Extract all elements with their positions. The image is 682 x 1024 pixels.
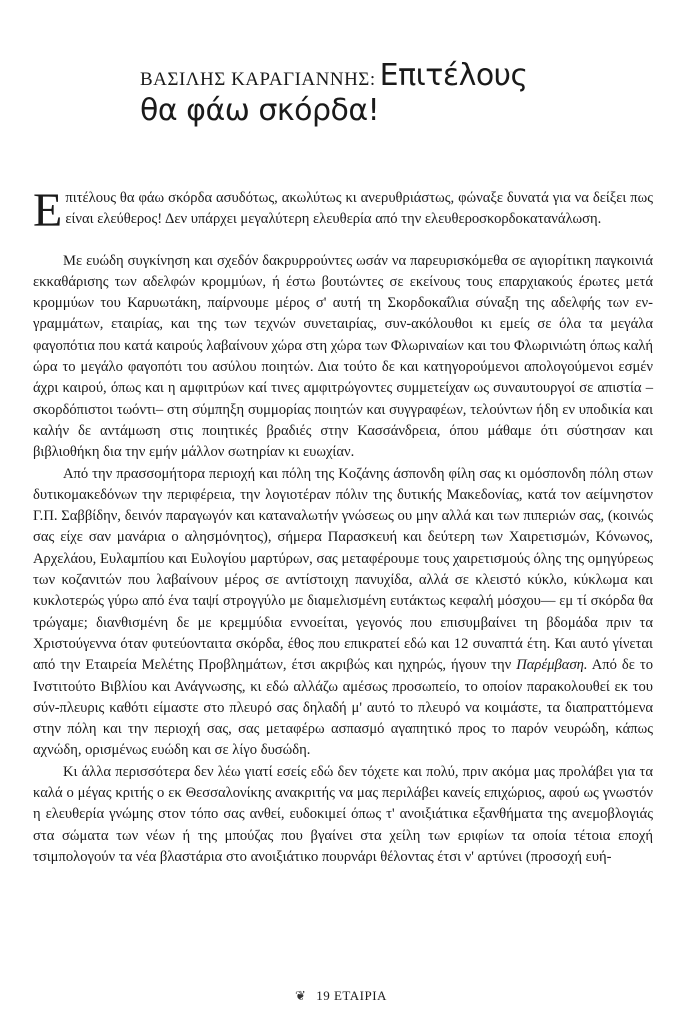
page-number: 19 bbox=[316, 988, 331, 1003]
title-line-1 bbox=[140, 58, 610, 93]
paragraph-3-italic: Παρέμβαση. bbox=[516, 657, 588, 674]
headline-part-1: Επιτέλους bbox=[379, 58, 528, 93]
article-title bbox=[140, 58, 610, 129]
author-name: ΒΑΣΙΛΗΣ ΚΑΡΑΓΙΑΝΝΗΣ: bbox=[140, 69, 376, 90]
article-body bbox=[33, 184, 654, 868]
headline-part-2: θα φάω σκόρδα! bbox=[140, 93, 380, 128]
paragraph-3-text-a: Από την πρασσομήτορα περιοχή και πόλη της Κοζάνης άσπονδη φίλη σας κι ομόσπονδη πόλη στων δυτικομακεδόνων την περιφέρεια, την λογιοτέραν πόλιν της δυτικής Μακεδονίας, κατά τον αείμνηστον Γ.Π. Σαββίδην, δεινόν παραγωγόν και καταναλωτήν γνώσεως ου μην αλλά και των πιπεριών σας, (κοινώς σας είχε σαν μανάρια ο αλησμόνητος), σήμερα Παρασκευή και δεύτερη των Χαιρετισμών, Κόνωνος, Αρχελάου, Ευλαμπίου και Ευλογίου μαρτύρων, σας μεταφέρουμε τους χαιρετισμούς όλης της ομηγύρεως των κοζανιτών που λαβαίνουν μέρος σε αντίστοιχη πανυχίδα, αλλά σε κλειστό κύκλο, κύκλωμα και κυκλοτερώς γύρω από ένα ταψί στρογγύλο με διαμελισμένη ευτάκτως κεφαλή μόσχου— εμ τί σκόρδα θα τρώγαμε; διανθισμένη δε με κρεμμύδια εννοείται, γεγονός που επισυμβαίνει τη βδομάδα πριν τα Χριστούγεννα όταν φυτεύονταιτα σκόρδα, έθος που επικρατεί εδώ και 12 συναπτά έτη. Και αυτό γίνεται από την Εταιρεία Μελέτης Προβλημάτων, έτσι ακριβώς και ηχηρώς, ήγουν την bbox=[33, 465, 653, 674]
magazine-name: ΕΤΑΙΡΙΑ bbox=[333, 988, 387, 1003]
paragraph-3 bbox=[33, 464, 653, 762]
paragraph-1 bbox=[33, 184, 653, 237]
paragraph-4: Κι άλλα περισσότερα δεν λέω γιατί εσείς εδώ δεν τόχετε και πολύ, πριν ακόμα μας προλάβει για τα καλά ο μέγας κριτής ο εκ Θεσσαλονίκης ανακριτής να μας περιλάβει κανείς επιχώριος, αφού ως γνωστόν η ελευθερία γνώμης στον τόπο σας ανθεί, ευδοκιμεί όπως τ' ανοιξιάτικα εξανθήματα της ανεμοβλογιάς στα σώματα των νέων ή της μπούζας που βγαίνει στα χείλη των εριφίων τα οποία τέτοια εποχή τσιμπολογούν τα νέα βλαστάρια στο ανοιξιάτικο πουρνάρι θέλοντας έτσι ν' αρτύνει (προσοχή ευή- bbox=[33, 763, 653, 865]
fleuron-icon: ❦ bbox=[295, 988, 307, 1003]
paragraph-1-text: πιτέλους θα φάω σκόρδα ασυδότως, ακωλύτως κι ανερυθριάστως, φώναξε δυνατά για να δείξει πως είναι ελεύθερος! Δεν υπάρχει μεγαλύτερη ελευθερία από την ελευθεροσκορδοκατανάλωση. bbox=[65, 190, 653, 228]
paragraph-3-text-b: Από δε το Ινστιτούτο Βιβλίου και Ανάγνωσης, κι εδώ αλλάζω αμέσως προσωπείο, το οποίον παρακολουθεί εκ του σύν-πλευρις καθότι είμαστε στο πλευρό σας δηλαδή μ' αυτό το πλευρό να κοιμάστε, τα διαπραττόμενα στην πόλη και την περιοχή σας, σας μεταφέρω ασπασμό αγαπητικό προς το παρόν νευρώδη, κάπως αχνώδη, ορισμένως ευώδη και σε λίγο δυσώδη. bbox=[33, 657, 654, 759]
drop-cap: Ε bbox=[33, 184, 63, 237]
paragraph-2: Με ευώδη συγκίνηση και σχεδόν δακρυρρούντες ωσάν να παρευρισκόμεθα σε αγιορίτικη παγκοινιά εκκαθάρισης των αδελφών κρομμύων, ή έστω βουτώντες σε εκείνους τους επαρχιακούς έρωτες μετά κρομμύων του Καρυωτάκη, παίρνουμε μέρος σ' αυτή τη Σκορδοκαΐλια σύναξη της αδελφής των εν-γραμμάτων, εταιρίας, και της των τεχνών συνεταιρίας, συν-ακόλουθοι κι εμείς σε όλα τα μεγάλα φαγοπότια που κατά καιρούς λαβαίνουν χώρα στη χώρα των Φλωριναίων και του Φλωρινιώτη όπως καλή ώρα το μεγάλο φαγοπότι του ασύλου ποιητών. Δια τούτο δε και κατηγορούμενοι απολογούμενοι εσμέν άχρι καιρού, όπως και η αμφιτρύων καί τινες αμφιτρώγοντες συμμετείχαν ως συναυτουργοί σε απιστία –σκορδόπιστοι τωόντι– στη σύμπηξη συμμορίας ποιητών και συγγραφέων, τελούντων ήδη εν υποδικία και καλήν δε αντάμωση στις ποιητικές βραδιές στην Κασσάνδρεια, όπου μάθαμε ότι σύστησαν και βιβλιοθήκη δια την εμήν μάλλον σωτηρίαν κι ευωχίαν. bbox=[33, 252, 653, 461]
page-footer bbox=[0, 988, 682, 1004]
